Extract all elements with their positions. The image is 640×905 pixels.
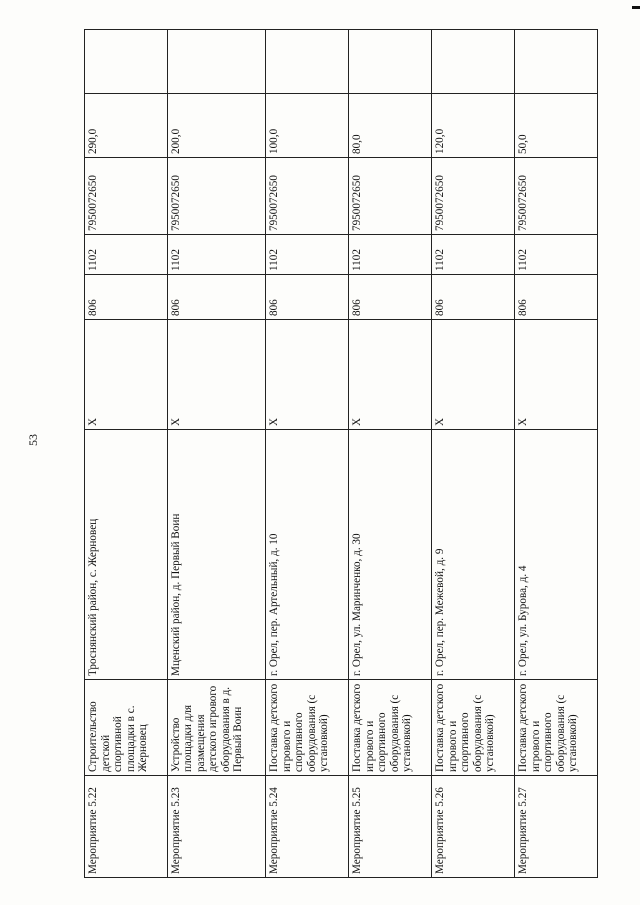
activity-mark: Х <box>515 320 598 430</box>
activities-table <box>84 29 598 878</box>
activity-amount: 80,0 <box>349 94 432 158</box>
activity-code-1102: 1102 <box>349 235 432 275</box>
activity-id: Мероприятие 5.24 <box>266 776 349 878</box>
activity-mark: Х <box>167 320 265 430</box>
table-row <box>266 30 349 878</box>
activity-id: Мероприятие 5.22 <box>85 776 168 878</box>
activity-id: Мероприятие 5.26 <box>432 776 515 878</box>
activity-address: г. Орел, пер. Артельный, д. 10 <box>266 430 349 680</box>
activity-code-806: 806 <box>167 275 265 320</box>
empty-cell <box>349 30 432 94</box>
activity-mark: Х <box>432 320 515 430</box>
activity-code-806: 806 <box>432 275 515 320</box>
table-row <box>515 30 598 878</box>
activity-code-806: 806 <box>515 275 598 320</box>
empty-cell <box>167 30 265 94</box>
activity-target-code: 7950072650 <box>515 158 598 235</box>
page-number: 53 <box>26 434 40 446</box>
activity-code-806: 806 <box>349 275 432 320</box>
activity-target-code: 7950072650 <box>266 158 349 235</box>
activity-code-1102: 1102 <box>85 235 168 275</box>
empty-cell <box>432 30 515 94</box>
activity-code-1102: 1102 <box>167 235 265 275</box>
activity-amount: 200,0 <box>167 94 265 158</box>
activity-name: Строительство детской спортивной площадки в с. Жерновец <box>85 680 168 776</box>
table-row <box>432 30 515 878</box>
activity-name: Поставка детского игрового и спортивного оборудования (с установкой) <box>266 680 349 776</box>
activity-mark: Х <box>349 320 432 430</box>
activity-id: Мероприятие 5.25 <box>349 776 432 878</box>
activity-address: Мценский район, д. Первый Воин <box>167 430 265 680</box>
activity-code-1102: 1102 <box>515 235 598 275</box>
activity-amount: 290,0 <box>85 94 168 158</box>
activity-id: Мероприятие 5.23 <box>167 776 265 878</box>
activity-code-1102: 1102 <box>432 235 515 275</box>
activity-mark: Х <box>266 320 349 430</box>
activity-target-code: 7950072650 <box>85 158 168 235</box>
activity-target-code: 7950072650 <box>349 158 432 235</box>
activity-name: Поставка детского игрового и спортивного оборудования (с установкой) <box>432 680 515 776</box>
activity-target-code: 7950072650 <box>167 158 265 235</box>
activity-target-code: 7950072650 <box>432 158 515 235</box>
activity-amount: 120,0 <box>432 94 515 158</box>
activity-name: Поставка детского игрового и спортивного оборудования (с установкой) <box>515 680 598 776</box>
rotated-table-container <box>84 30 598 878</box>
activity-address: г. Орел, ул. Бурова, д. 4 <box>515 430 598 680</box>
activity-code-806: 806 <box>85 275 168 320</box>
empty-cell <box>266 30 349 94</box>
table-row <box>85 30 168 878</box>
activity-address: г. Орел, пер. Межевой, д. 9 <box>432 430 515 680</box>
activity-address: г. Орел, ул. Маринченко, д. 30 <box>349 430 432 680</box>
activity-amount: 100,0 <box>266 94 349 158</box>
activity-code-1102: 1102 <box>266 235 349 275</box>
activity-id: Мероприятие 5.27 <box>515 776 598 878</box>
scan-corner-mark <box>632 6 640 9</box>
empty-cell <box>515 30 598 94</box>
activity-name: Поставка детского игрового и спортивного оборудования (с установкой) <box>349 680 432 776</box>
table-row <box>167 30 265 878</box>
activity-mark: Х <box>85 320 168 430</box>
activity-code-806: 806 <box>266 275 349 320</box>
empty-cell <box>85 30 168 94</box>
activity-address: Троснянский район, с. Жерновец <box>85 430 168 680</box>
activity-name: Устройство площадки для размещения детского игрового оборудования в д. Первый Воин <box>167 680 265 776</box>
activity-amount: 50,0 <box>515 94 598 158</box>
table-row <box>349 30 432 878</box>
